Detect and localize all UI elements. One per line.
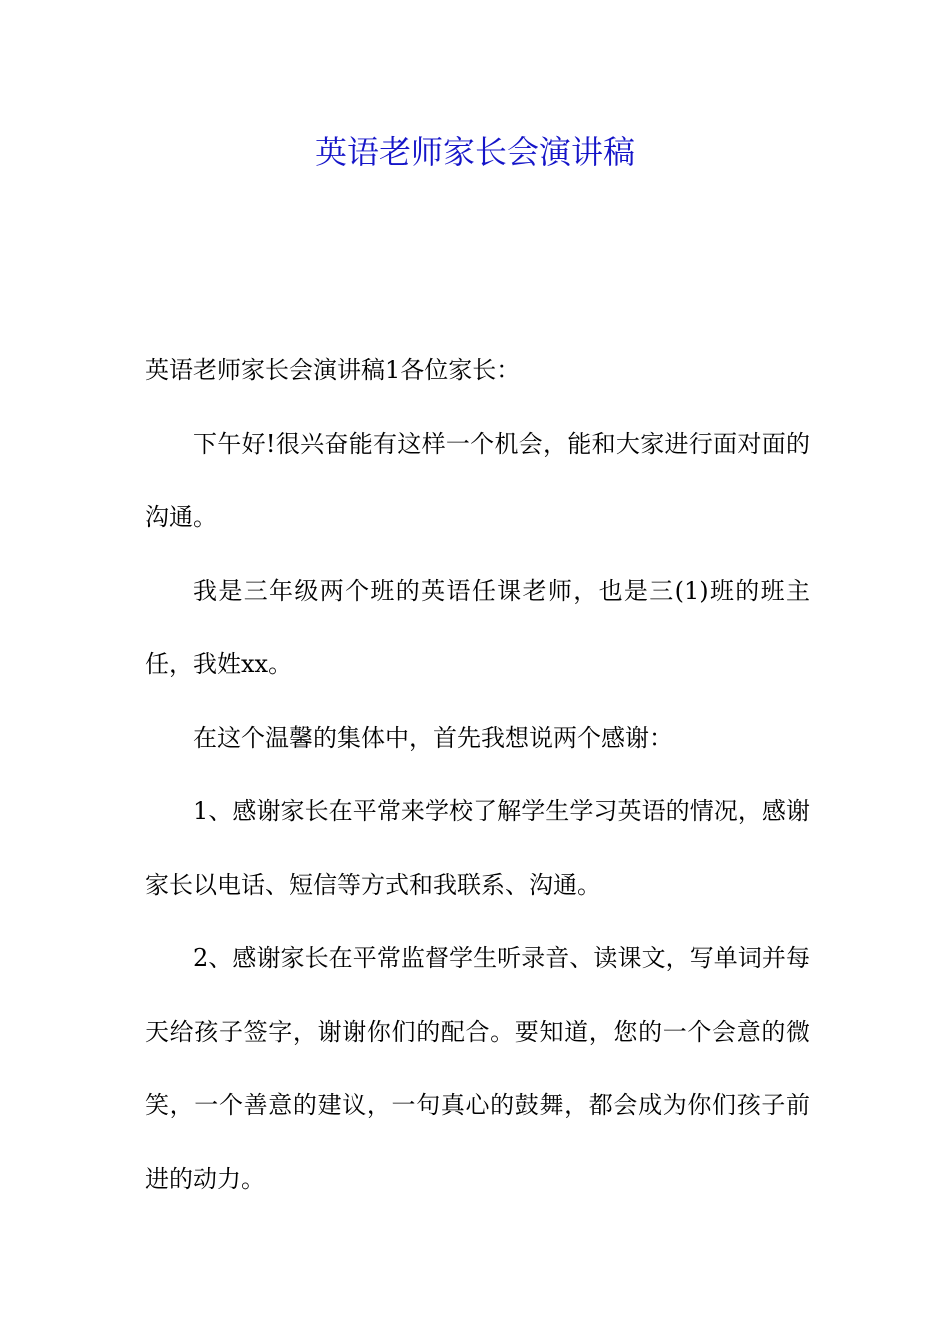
document-title: 英语老师家长会演讲稿 [314, 133, 635, 171]
paragraph-greeting: 英语老师家长会演讲稿1各位家长： [145, 356, 521, 384]
paragraph-introduction: 我是三年级两个班的英语任课老师，也是三(1)班的班主任，我姓xx。 [145, 576, 810, 678]
paragraph-thanks-2: 2、感谢家长在平常监督学生听录音、读课文，写单词并每天给孩子签字，谢谢你们的配合。要知道，您的一个会意的微笑，一个善意的建议，一句真心的鼓舞，都会成为你们孩子前进的动力。 [145, 944, 810, 1193]
document-body [145, 334, 810, 1216]
paragraph-hello: 下午好!很兴奋能有这样一个机会，能和大家进行面对面的沟通。 [145, 429, 810, 531]
paragraph-thanks-intro: 在这个温馨的集体中，首先我想说两个感谢： [193, 723, 673, 752]
paragraph-thanks-1: 1、感谢家长在平常来学校了解学生学习英语的情况，感谢家长以电话、短信等方式和我联系、沟通。 [145, 797, 810, 899]
